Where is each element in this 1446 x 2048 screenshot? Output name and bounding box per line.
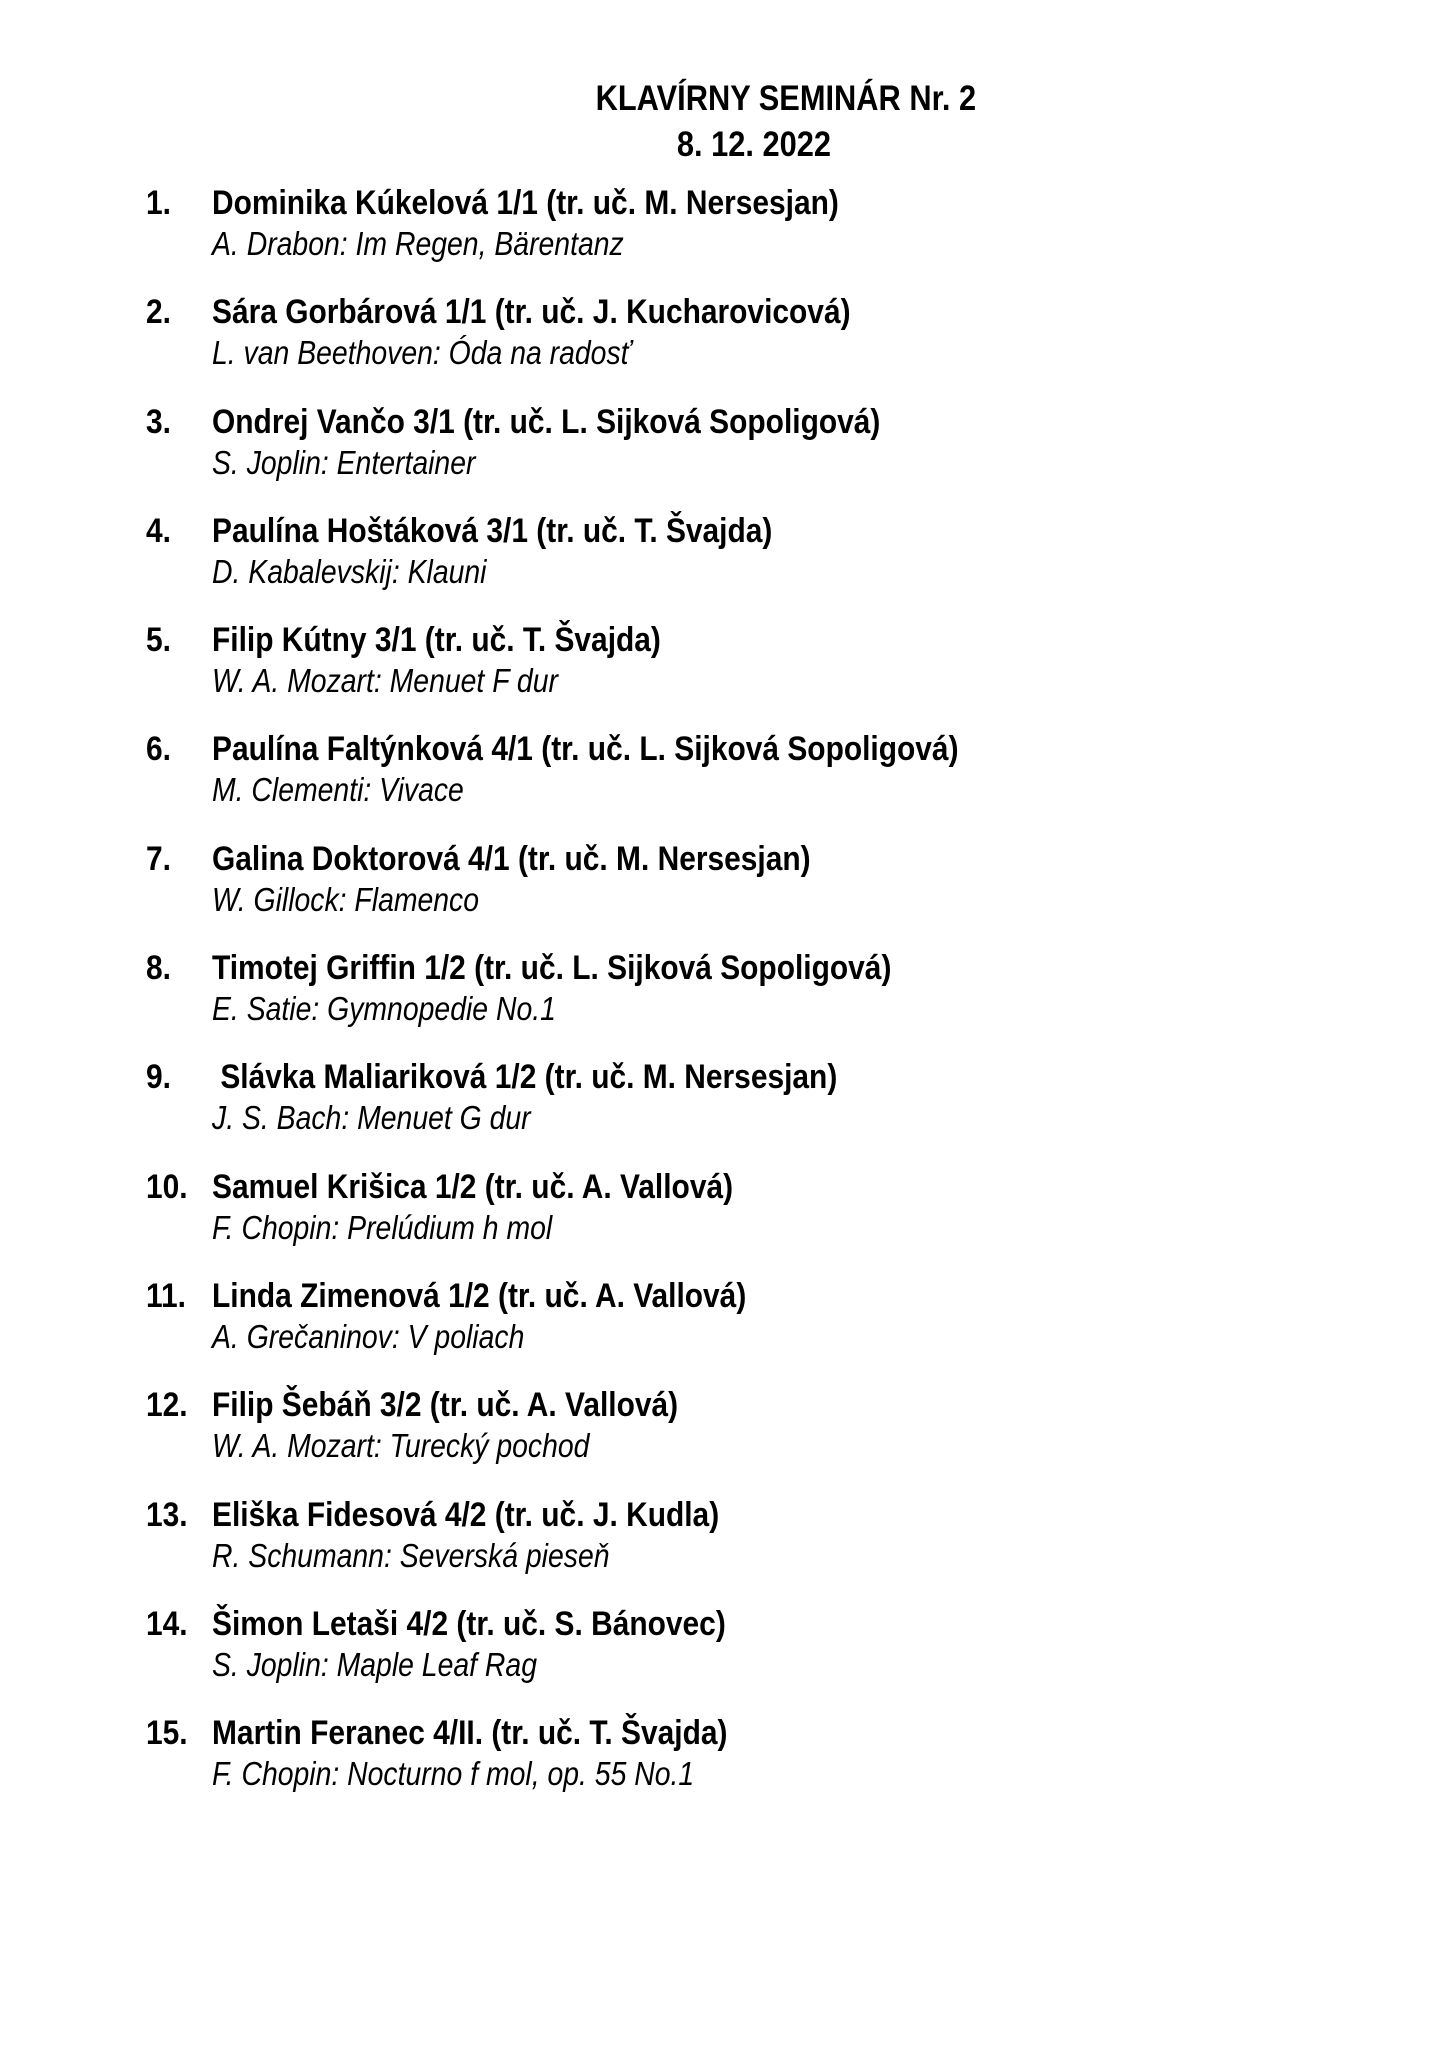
entry-piece: A. Grečaninov: V poliach (212, 1317, 525, 1355)
entry-performer: Eliška Fidesová 4/2 (tr. uč. J. Kudla) (212, 1495, 720, 1534)
entry-number: 14. (146, 1604, 188, 1643)
program-entry (146, 728, 1346, 837)
entry-number: 12. (146, 1386, 188, 1425)
entry-piece: F. Chopin: Nocturno f mol, op. 55 No.1 (212, 1755, 695, 1793)
program-entry (146, 1056, 1346, 1165)
entry-performer: Slávka Maliariková 1/2 (tr. uč. M. Nersesjan) (212, 1058, 838, 1097)
entry-number: 10. (146, 1167, 188, 1206)
entry-number: 5. (146, 621, 171, 660)
program-entry (146, 1166, 1346, 1275)
document-date: 8. 12. 2022 (676, 125, 832, 164)
entry-piece: S. Joplin: Entertainer (212, 443, 476, 481)
program-entry (146, 401, 1346, 510)
entry-piece: A. Drabon: Im Regen, Bärentanz (212, 225, 624, 262)
entry-number: 9. (146, 1058, 171, 1097)
entry-number: 8. (146, 949, 171, 988)
entry-piece: R. Schumann: Severská pieseň (212, 1536, 610, 1574)
entry-performer: Šimon Letaši 4/2 (tr. uč. S. Bánovec) (212, 1604, 726, 1643)
entry-performer: Martin Feranec 4/II. (tr. uč. T. Švajda) (212, 1714, 728, 1753)
entry-piece: W. A. Mozart: Menuet F dur (212, 662, 558, 700)
entry-number: 4. (146, 511, 171, 550)
entry-number: 3. (146, 402, 171, 441)
entry-performer: Filip Šebáň 3/2 (tr. uč. A. Vallová) (212, 1386, 679, 1425)
entry-piece: F. Chopin: Prelúdium h mol (212, 1208, 553, 1246)
program-entry (146, 510, 1346, 619)
program-list (146, 182, 1346, 1821)
program-entry (146, 838, 1346, 947)
program-entry (146, 1603, 1346, 1712)
entry-performer: Paulína Faltýnková 4/1 (tr. uč. L. Sijková Sopoligová) (212, 730, 959, 769)
program-entry (146, 182, 1346, 291)
program-entry (146, 619, 1346, 728)
entry-piece: S. Joplin: Maple Leaf Rag (212, 1645, 537, 1683)
program-entry (146, 947, 1346, 1056)
entry-performer: Linda Zimenová 1/2 (tr. uč. A. Vallová) (212, 1276, 747, 1315)
document-title: KLAVÍRNY SEMINÁR Nr. 2 (595, 79, 977, 118)
entry-piece: D. Kabalevskij: Klauni (212, 552, 487, 590)
entry-performer: Filip Kútny 3/1 (tr. uč. T. Švajda) (212, 621, 661, 660)
entry-performer: Galina Doktorová 4/1 (tr. uč. M. Nersesjan) (212, 839, 811, 878)
entry-piece: M. Clementi: Vivace (212, 771, 464, 809)
entry-piece: W. A. Mozart: Turecký pochod (212, 1427, 590, 1465)
entry-piece: W. Gillock: Flamenco (212, 880, 480, 918)
entry-number: 2. (146, 293, 171, 332)
entry-number: 15. (146, 1714, 188, 1753)
program-entry (146, 1494, 1346, 1603)
entry-piece: J. S. Bach: Menuet G dur (212, 1099, 531, 1137)
entry-number: 6. (146, 730, 171, 769)
program-entry (146, 1712, 1346, 1821)
program-entry (146, 1275, 1346, 1384)
entry-performer: Paulína Hoštáková 3/1 (tr. uč. T. Švajda) (212, 511, 773, 550)
entry-number: 13. (146, 1495, 188, 1534)
entry-number: 1. (146, 184, 171, 222)
program-entry (146, 291, 1346, 400)
entry-performer: Ondrej Vančo 3/1 (tr. uč. L. Sijková Sopoligová) (212, 402, 881, 441)
entry-performer: Dominika Kúkelová 1/1 (tr. uč. M. Nersesjan) (212, 184, 839, 222)
entry-number: 11. (146, 1276, 186, 1315)
entry-piece: E. Satie: Gymnopedie No.1 (212, 990, 556, 1028)
document-header (595, 76, 977, 168)
entry-performer: Samuel Krišica 1/2 (tr. uč. A. Vallová) (212, 1167, 734, 1206)
entry-number: 7. (146, 839, 171, 878)
entry-performer: Timotej Griffin 1/2 (tr. uč. L. Sijková Sopoligová) (212, 949, 892, 988)
entry-piece: L. van Beethoven: Óda na radosť (212, 334, 631, 372)
entry-performer: Sára Gorbárová 1/1 (tr. uč. J. Kucharovicová) (212, 293, 851, 332)
program-entry (146, 1384, 1346, 1493)
